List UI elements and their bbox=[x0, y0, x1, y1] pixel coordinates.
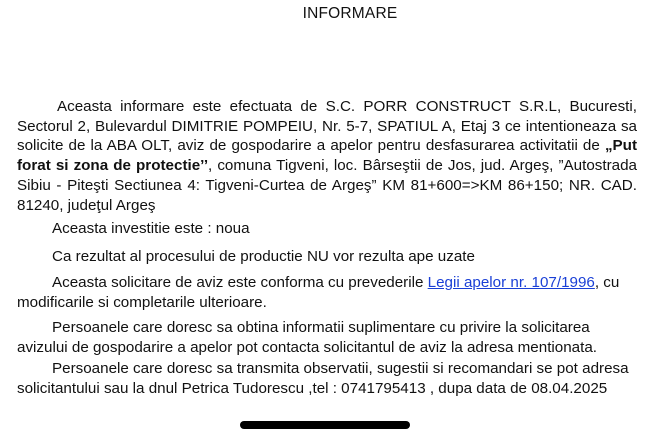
paragraph-information: Persoanele care doresc sa obtina informatii suplimentare cu privire la solicitarea avizului de gospodarire a apelor pot contacta solicitantul de aviz la adresa mentionata. bbox=[17, 319, 598, 356]
home-indicator-bar bbox=[240, 421, 410, 429]
paragraph-wastewater: Ca rezultat al procesului de productie NU vor rezulta ape uzate bbox=[52, 248, 475, 265]
intro-text: Aceasta informare este efectuata de S.C. PORR CONSTRUCT S.R.L, Bucuresti, Sectorul 2, Bulevardul DIMITRIE POMPEIU, Nr. 5-7, SPATIUL A, Etaj 3 ce intentioneaza sa solicite de la ABA OLT, aviz de gospodarire a apelor pentru desfasurarea activitatii de bbox=[17, 98, 637, 155]
law-text-before: Aceasta solicitare de aviz este conforma cu prevederile bbox=[52, 274, 428, 291]
paragraph-law-conformity bbox=[17, 273, 637, 312]
paragraph-intro bbox=[17, 97, 637, 215]
document-title: INFORMARE bbox=[302, 5, 398, 22]
paragraph-observations: Persoanele care doresc sa transmita observatii, sugestii si recomandari se pot adresa solicitantului sau la dnul Petrica Tudorescu ,tel : 0741795413 , dupa data de 08.04.2025 bbox=[17, 360, 629, 397]
law-text-after: , cu modificarile si completarile ulterioare. bbox=[17, 274, 620, 311]
water-law-link[interactable]: Legii apelor nr. 107/1996 bbox=[427, 274, 595, 291]
paragraph-investment: Aceasta investitie este : noua bbox=[52, 220, 250, 237]
activity-name: „Put forat si zona de protectie’’ bbox=[17, 137, 637, 175]
location-text: , comuna Tigveni, loc. Bârseştii de Jos, jud. Argeş, ”Autostrada Sibiu - Piteşti Sectiunea 4: Tigveni-Curtea de Argeş” KM 81+600=>KM 86+150; NR. CAD. 81240, judeţul Argeş bbox=[17, 157, 637, 214]
